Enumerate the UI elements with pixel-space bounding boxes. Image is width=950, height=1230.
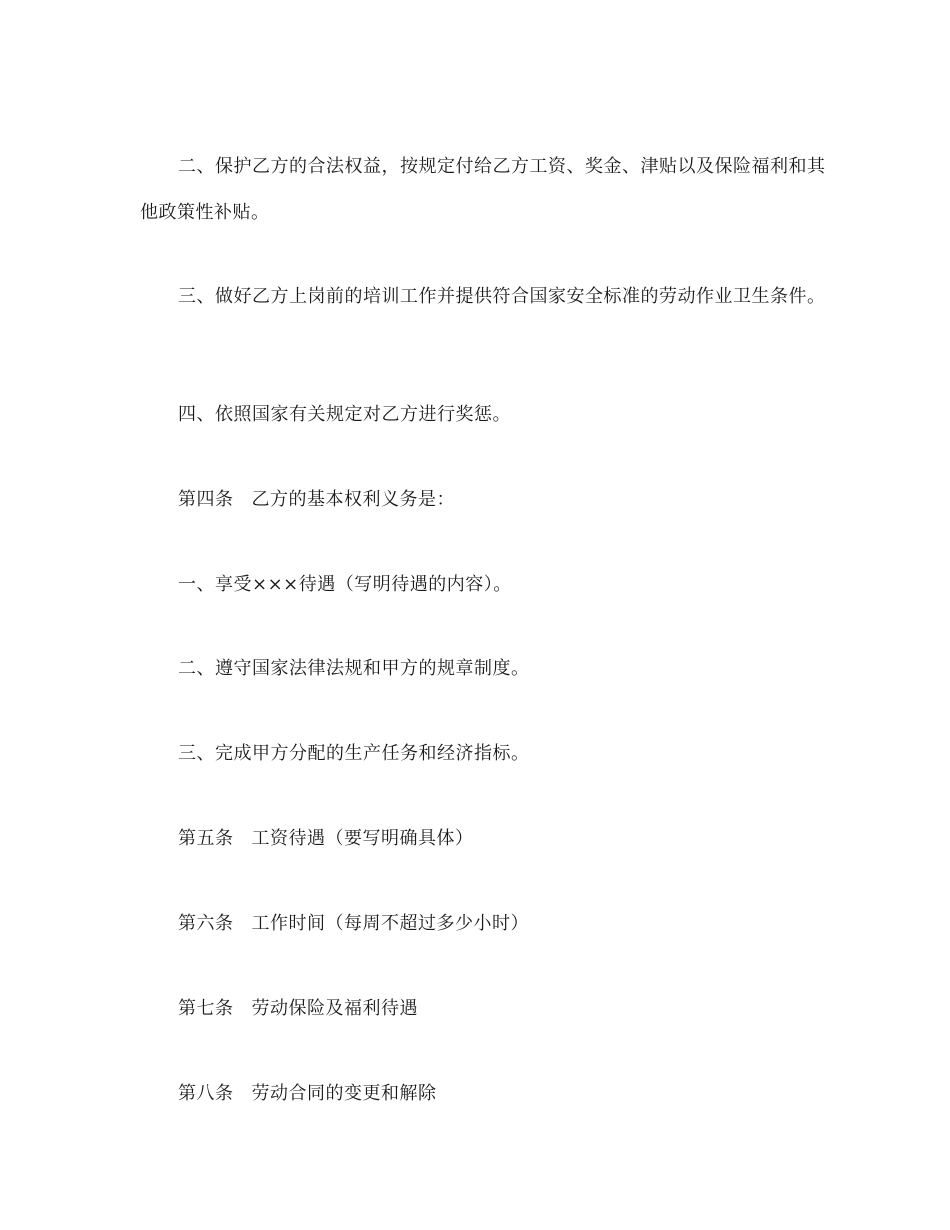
article-5-heading bbox=[178, 827, 474, 851]
article-8-heading bbox=[178, 1082, 437, 1106]
article-8-title: 劳动合同的变更和解除 bbox=[251, 1083, 437, 1104]
paragraph-employee-duty-3: 三、完成甲方分配的生产任务和经济指标。 bbox=[178, 743, 530, 764]
article-6-number: 第六条 bbox=[178, 913, 234, 934]
article-4-number: 第四条 bbox=[178, 489, 234, 510]
article-5-number: 第五条 bbox=[178, 828, 234, 849]
paragraph-employer-duty-2-line1: 二、保护乙方的合法权益，按规定付给乙方工资、奖金、津贴以及保险福利和其 bbox=[178, 156, 826, 177]
article-4-heading bbox=[178, 488, 455, 512]
article-8-number: 第八条 bbox=[178, 1083, 234, 1104]
article-6-heading bbox=[178, 912, 529, 936]
article-7-number: 第七条 bbox=[178, 998, 234, 1019]
article-7-title: 劳动保险及福利待遇 bbox=[251, 998, 418, 1019]
article-4-title: 乙方的基本权利义务是： bbox=[251, 489, 455, 510]
paragraph-employee-right-1: 一、享受×××待遇（写明待遇的内容）。 bbox=[178, 574, 512, 595]
article-6-title: 工作时间（每周不超过多少小时） bbox=[251, 913, 529, 934]
paragraph-employer-duty-4: 四、依照国家有关规定对乙方进行奖惩。 bbox=[178, 404, 511, 425]
article-5-title: 工资待遇（要写明确具体） bbox=[251, 828, 474, 849]
article-7-heading bbox=[178, 997, 418, 1021]
paragraph-employee-duty-2: 二、遵守国家法律法规和甲方的规章制度。 bbox=[178, 658, 530, 679]
paragraph-employer-duty-2-line2: 他政策性补贴。 bbox=[140, 202, 270, 223]
paragraph-employer-duty-3: 三、做好乙方上岗前的培训工作并提供符合国家安全标准的劳动作业卫生条件。 bbox=[178, 286, 826, 307]
